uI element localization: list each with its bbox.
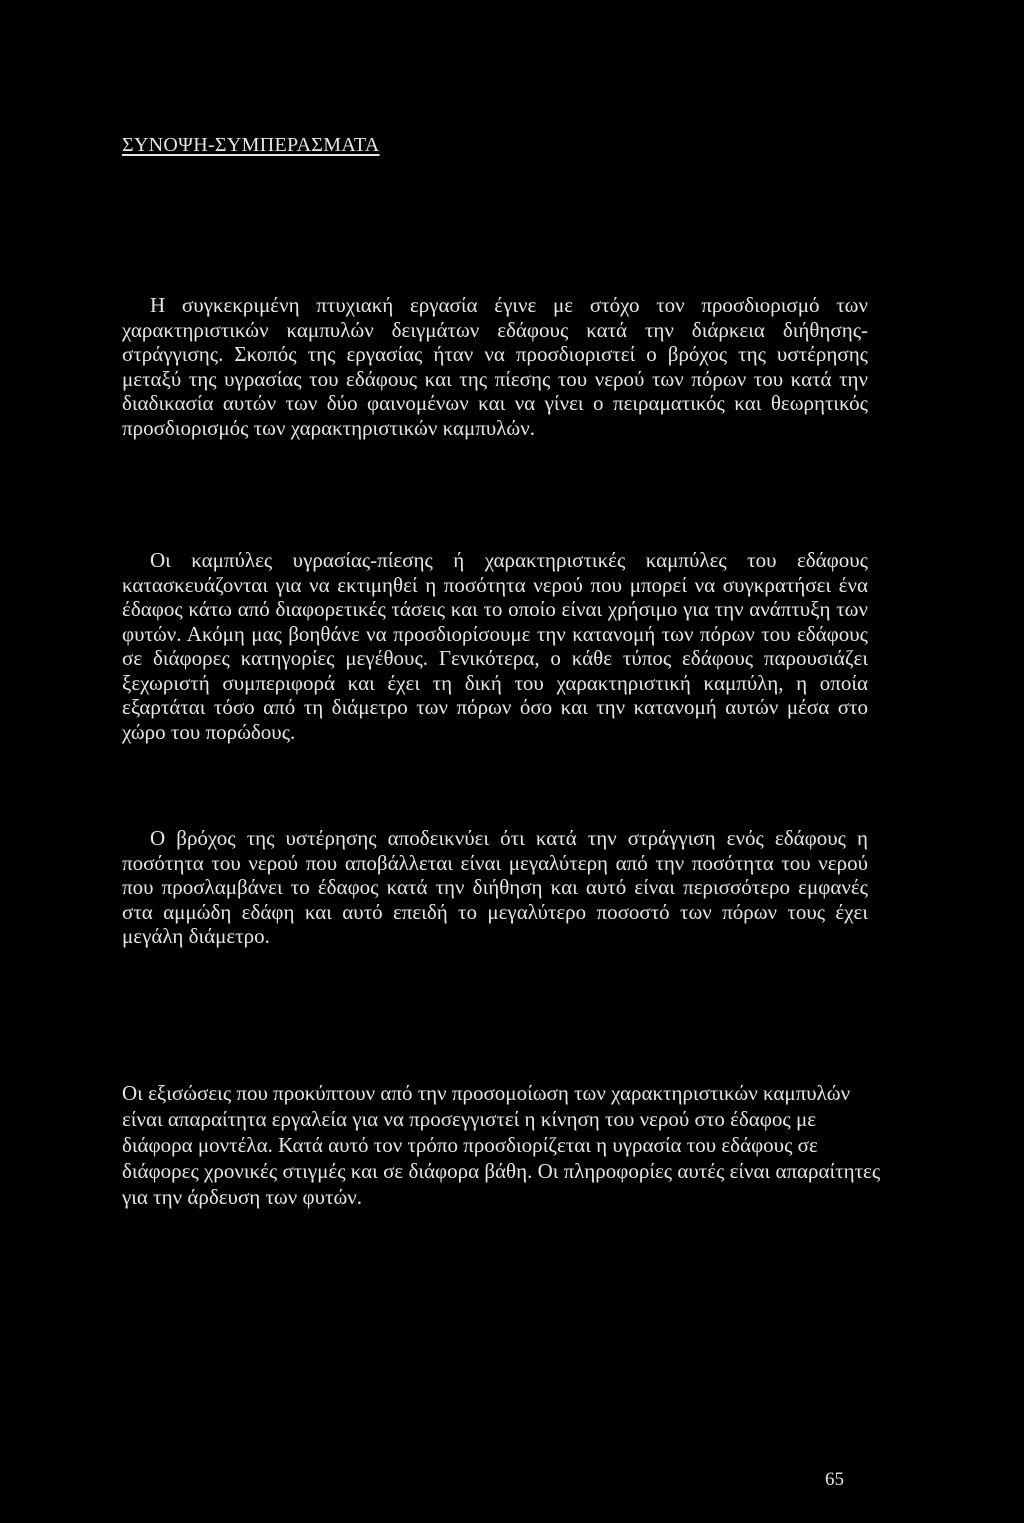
paragraph-equations: Οι εξισώσεις που προκύπτουν από την προσομοίωση των χαρακτηριστικών καμπυλών είναι απαραίτητα εργαλεία για να προσεγγιστεί η κίνηση του νερού στο έδαφος με διάφορα μοντέλα. Κατά αυτό τον τρόπο προσδιορίζεται η υγρασία του εδάφους σε διάφορες χρονικές στιγμές και σε διάφορα βάθη. Οι πληροφορίες αυτές είναι απαραίτητες για την άρδευση των φυτών. <box>122 1081 881 1209</box>
paragraph-purpose: Η συγκεκριμένη πτυχιακή εργασία έγινε με στόχο τον προσδιορισμό των χαρακτηριστικών καμπυλών δειγμάτων εδάφους κατά την διάρκεια διήθησης-στράγγισης. Σκοπός της εργασίας ήταν να προσδιοριστεί ο βρόχος της υστέρησης μεταξύ της υγρασίας του εδάφους και της πίεσης του νερού των πόρων του κατά την διαδικασία αυτών των δύο φαινομένων και να γίνει ο πειραματικός και θεωρητικός προσδιορισμός των χαρακτηριστικών καμπυλών. <box>122 293 868 440</box>
paragraph-characteristic-curves: Οι καμπύλες υγρασίας-πίεσης ή χαρακτηριστικές καμπύλες του εδάφους κατασκευάζονται για να εκτιμηθεί η ποσότητα νερού που μπορεί να συγκρατήσει ένα έδαφος κάτω από διαφορετικές τάσεις και το οποίο είναι χρήσιμο για την ανάπτυξη των φυτών. Ακόμη μας βοηθάνε να προσδιορίσουμε την κατανομή των πόρων του εδάφους σε διάφορες κατηγορίες μεγέθους. Γενικότερα, ο κάθε τύπος εδάφους παρουσιάζει ξεχωριστή συμπεριφορά και έχει τη δική του χαρακτηριστική καμπύλη, η οποία εξαρτάται τόσο από τη διάμετρο των πόρων όσο και την κατανομή αυτών μέσα στο χώρο του πορώδους. <box>122 548 868 744</box>
page-number: 65 <box>825 1469 844 1490</box>
paragraph-hysteresis-loop: Ο βρόχος της υστέρησης αποδεικνύει ότι κατά την στράγγιση ενός εδάφους η ποσότητα του νερού που αποβάλλεται είναι μεγαλύτερη από την ποσότητα του νερού που προσλαμβάνει το έδαφος κατά την διήθηση και αυτό είναι περισσότερο εμφανές στα αμμώδη εδάφη και αυτό επειδή το μεγαλύτερο ποσοστό των πόρων τους έχει μεγάλη διάμετρο. <box>122 826 868 948</box>
section-heading: ΣΥΝΟΨΗ-ΣΥΜΠΕΡΑΣΜΑΤΑ <box>122 134 380 156</box>
